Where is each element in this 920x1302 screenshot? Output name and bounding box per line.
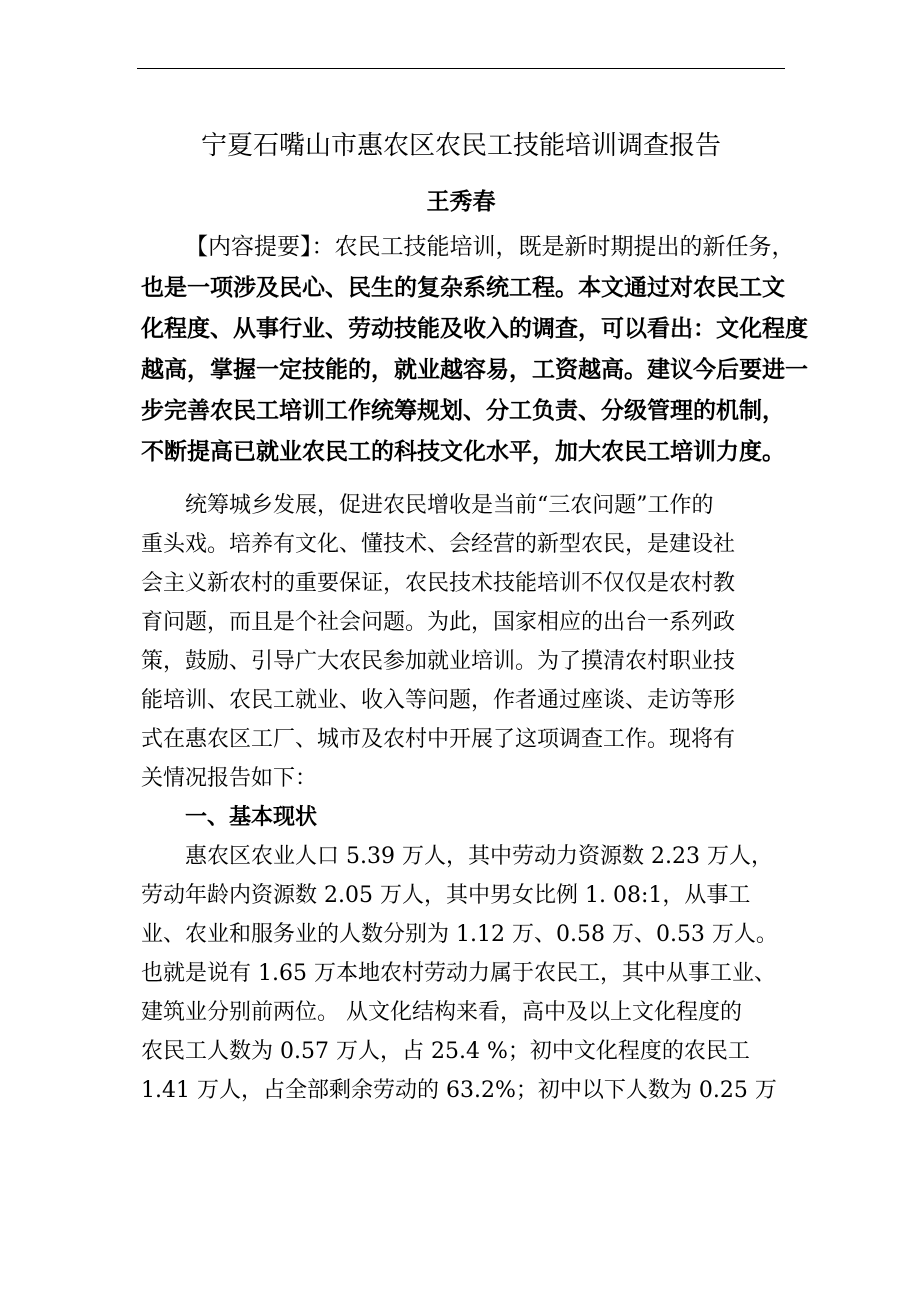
header-rule <box>137 68 785 69</box>
paragraph-line: 关情况报告如下： <box>141 766 318 791</box>
paragraph-line: 会主义新农村的重要保证，农民技术技能培训不仅仅是农村教 <box>141 571 736 596</box>
abstract <box>141 227 808 473</box>
author-name: 王秀春 <box>426 189 496 215</box>
body-text <box>141 486 781 1110</box>
paragraph-line: 策，鼓励、引导广大农民参加就业培训。为了摸清农村职业技 <box>141 649 736 674</box>
paragraph-line: 式在惠农区工厂、城市及农村中开展了这项调查工作。现将有 <box>141 727 736 752</box>
document-title: 宁夏石嘴山市惠农区农民工技能培训调查报告 <box>200 131 721 161</box>
paragraph-line: 劳动年龄内资源数 2.05 万人，其中男女比例 1. 08:1，从事工 <box>141 883 751 908</box>
abstract-line: 步完善农民工培训工作统筹规划、分工负责、分级管理的机制， <box>141 398 785 424</box>
paragraph-line: 重头戏。培养有文化、懂技术、会经营的新型农民，是建设社 <box>141 532 736 557</box>
paragraph-line: 也就是说有 1.65 万本地农村劳动力属于农民工，其中从事工业、 <box>141 961 776 986</box>
paragraph-line: 建筑业分别前两位。 从文化结构来看，高中及以上文化程度的 <box>141 1000 742 1025</box>
abstract-line: 【内容提要】：农民工技能培训，既是新时期提出的新任务， <box>185 234 795 260</box>
abstract-line: 越高，掌握一定技能的，就业越容易，工资越高。建议今后要进一 <box>141 357 808 383</box>
abstract-line: 化程度、从事行业、劳动技能及收入的调查，可以看出：文化程度 <box>141 316 808 342</box>
paragraph-line: 惠农区农业人口 5.39 万人，其中劳动力资源数 2.23 万人， <box>185 844 773 869</box>
paragraph-line: 统筹城乡发展，促进农民增收是当前“三农问题”工作的 <box>185 493 714 518</box>
paragraph-line: 育问题，而且是个社会问题。为此，国家相应的出台一系列政 <box>141 610 736 635</box>
paragraph-line: 农民工人数为 0.57 万人，占 25.4 %；初中文化程度的农民工 <box>141 1039 750 1064</box>
abstract-line: 也是一项涉及民心、民生的复杂系统工程。本文通过对农民工文 <box>141 275 785 301</box>
section-heading: 一、基本现状 <box>185 805 318 830</box>
paragraph-line: 1.41 万人，占全部剩余劳动的 63.2%；初中以下人数为 0.25 万 <box>141 1078 777 1103</box>
paragraph-line: 能培训、农民工就业、收入等问题，作者通过座谈、走访等形 <box>141 688 736 713</box>
abstract-line: 不断提高已就业农民工的科技文化水平，加大农民工培训力度。 <box>141 439 785 465</box>
paragraph-line: 业、农业和服务业的人数分别为 1.12 万、0.58 万、0.53 万人。 <box>141 922 778 947</box>
